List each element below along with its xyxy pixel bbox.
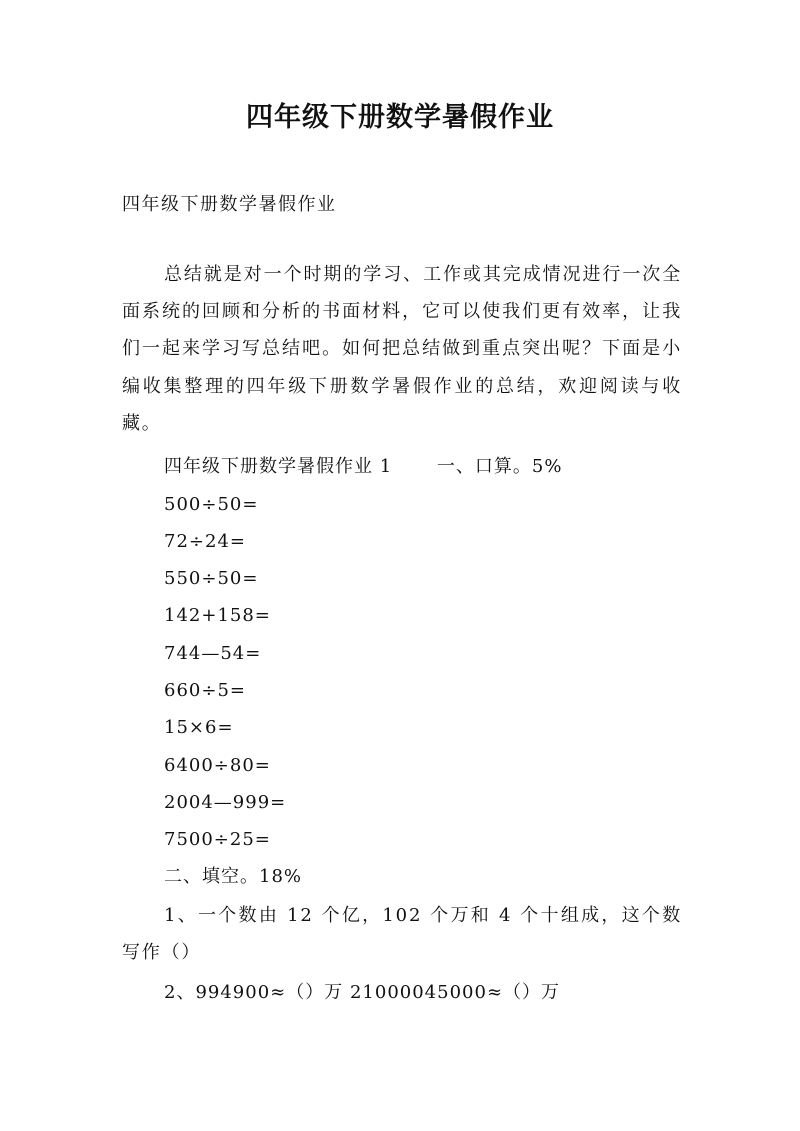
oral-calc-item: 72÷24= xyxy=(164,531,246,552)
document-subtitle: 四年级下册数学暑假作业 xyxy=(122,194,337,215)
oral-calc-item: 6400÷80= xyxy=(164,755,271,776)
oral-calc-item: 2004—999= xyxy=(164,792,287,813)
oral-calc-item: 550÷50= xyxy=(164,568,259,589)
oral-calc-item: 142+158= xyxy=(164,605,271,626)
oral-calc-item: 500÷50= xyxy=(164,494,259,515)
document-title: 四年级下册数学暑假作业 xyxy=(246,102,554,133)
section1-heading: 四年级下册数学暑假作业 1 一、口算。5% xyxy=(164,456,563,477)
intro-paragraph: 总结就是对一个时期的学习、工作或其完成情况进行一次全面系统的回顾和分析的书面材料，它可以使我们更有效率，让我们一起来学习写总结吧。如何把总结做到重点突出呢？下面是小编收集整理的四年级下册数学暑假作业的总结，欢迎阅读与收藏。 xyxy=(122,264,682,434)
fill-question-2: 2、994900≈（）万 21000045000≈（）万 xyxy=(164,982,561,1003)
oral-calc-item: 744—54= xyxy=(164,643,262,664)
oral-calc-item: 7500÷25= xyxy=(164,829,271,850)
section2-heading: 二、填空。18% xyxy=(164,866,303,887)
oral-calc-item: 660÷5= xyxy=(164,680,246,701)
oral-calc-item: 15×6= xyxy=(164,717,234,738)
fill-question-1: 1、一个数由 12 个亿，102 个万和 4 个十组成，这个数写作（） xyxy=(122,905,682,963)
